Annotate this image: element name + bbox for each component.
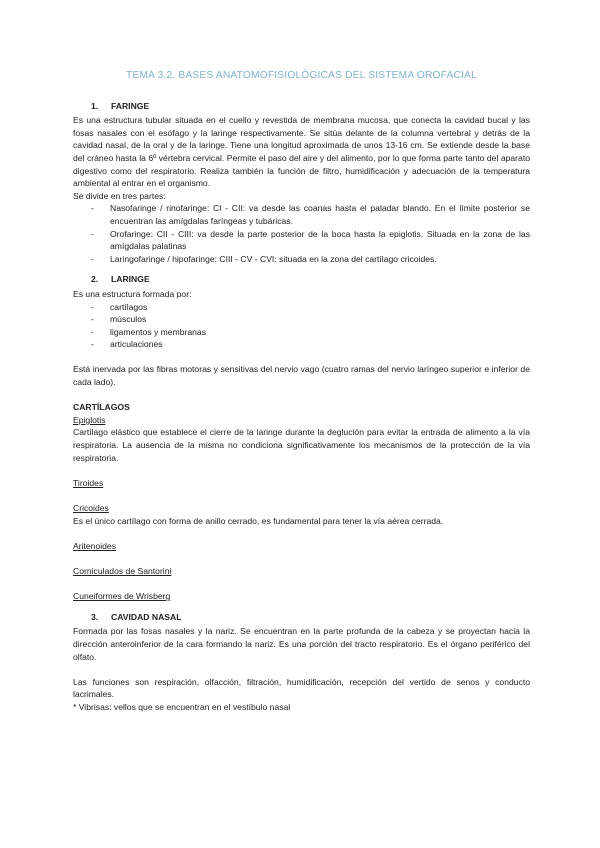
- section-heading-label: FARINGE: [111, 100, 150, 111]
- section-heading-laringe: [91, 273, 530, 286]
- cricoides-label: Cricoides: [73, 503, 109, 513]
- list-item: - articulaciones: [91, 338, 530, 351]
- cuneiformes-label: Cuneiformes de Wrisberg: [73, 591, 171, 602]
- corniculados-label: Corniculados de Santorini: [73, 565, 172, 576]
- faringe-parts-intro: Se divide en tres partes:: [73, 190, 166, 201]
- laringe-paragraph: Está inervada por las fibras motoras y sensitivas del nervio vago (cuatro ramas del nervio laríngeo superior e inferior de cada lado).: [73, 364, 530, 388]
- list-item: - ligamentos y membranas: [91, 326, 530, 339]
- cavidad-paragraph: Formada por las fosas nasales y la nariz. Se encuentran en la parte profunda de la cabeza y se proyectan hacia la dirección anteroinferior de la cara formando la nariz. Es una porción del tracto respiratorio. Es el órgano periférico del olfato.: [73, 626, 530, 662]
- faringe-paragraph: Es una estructura tubular situada en el cuello y revestida de membrana mucosa, que conecta la cavidad bucal y las fosas nasales con el esófago y la laringe respectivamente. Se sitúa delante de la columna vertebral y detrás de la cavidad nasal, de la oral y de la laringe. Tiene una longitud aproximada de unos 13-16 cm. Se extiende desde la base del cráneo hasta la 6º vértebra cervical. Permite el paso del aire y del alimento, por lo que forma parte tanto del aparato digestivo como del respiratorio. Realiza también la función de filtro, humidificación y adecuación de la temperatura ambiental al entrar en el organismo.: [73, 115, 530, 189]
- faringe-parts-list: [73, 202, 530, 265]
- section-number: 3.: [91, 611, 99, 622]
- list-item: - Laringofaringe / hipofaringe: CIII - CV - CVI: situada en la zona del cartílago cricoides.: [91, 253, 530, 266]
- laringe-items-list: [73, 301, 530, 351]
- section-heading-label: CAVIDAD NASAL: [111, 611, 182, 622]
- epiglotis-text: Cartílago elástico que establece el cierre de la laringe durante la deglución para evitar la entrada de alimento a la vía respiratoria. La ausencia de la misma no condiciona significativamente los mecanismos de la protección de la vía respiratoria.: [73, 427, 530, 463]
- cartilagos-heading: CARTÍLAGOS: [73, 402, 130, 413]
- cavidad-funciones: Las funciones son respiración, olfacción, filtración, humidificación, recepción del vertido de senos y conducto lacrimales.: [73, 676, 530, 700]
- list-item: - Orofaringe: CII - CIII: va desde la parte posterior de la boca hasta la epiglotis. Situada en la zona de las amígdalas palatinas: [91, 228, 530, 253]
- epiglotis-label: Epiglotis: [73, 414, 106, 425]
- tiroides-label: Tiroides: [73, 477, 104, 488]
- laringe-intro: Es una estructura formada por:: [73, 288, 192, 299]
- list-item: - cartílagos: [91, 301, 530, 314]
- document-title: TEMA 3.2. BASES ANATOMOFISIOLÓGICAS DEL SISTEMA OROFACIAL: [126, 70, 477, 81]
- cricoides-text: Es el único cartílago con forma de anillo cerrado, es fundamental para tener la vía aérea cerrada.: [73, 515, 444, 526]
- list-item: - Nasofaringe / rinofaringe: CI - CII: va desde las coanas hasta el paladar blando. En el límite posterior se encuentran las amígdalas faríngeas y tubáricas.: [91, 202, 530, 227]
- section-heading-cavidad-nasal: [91, 611, 530, 624]
- cavidad-note: * Vibrisas: vellos que se encuentran en el vestíbulo nasal: [73, 701, 291, 712]
- aritenoides-label: Aritenoides: [73, 540, 116, 551]
- section-number: 2.: [91, 274, 99, 285]
- section-heading-label: LARINGE: [111, 274, 150, 285]
- list-item: - músculos: [91, 313, 530, 326]
- section-heading-faringe: [91, 100, 530, 113]
- document-page: [73, 70, 530, 714]
- section-number: 1.: [91, 100, 99, 111]
